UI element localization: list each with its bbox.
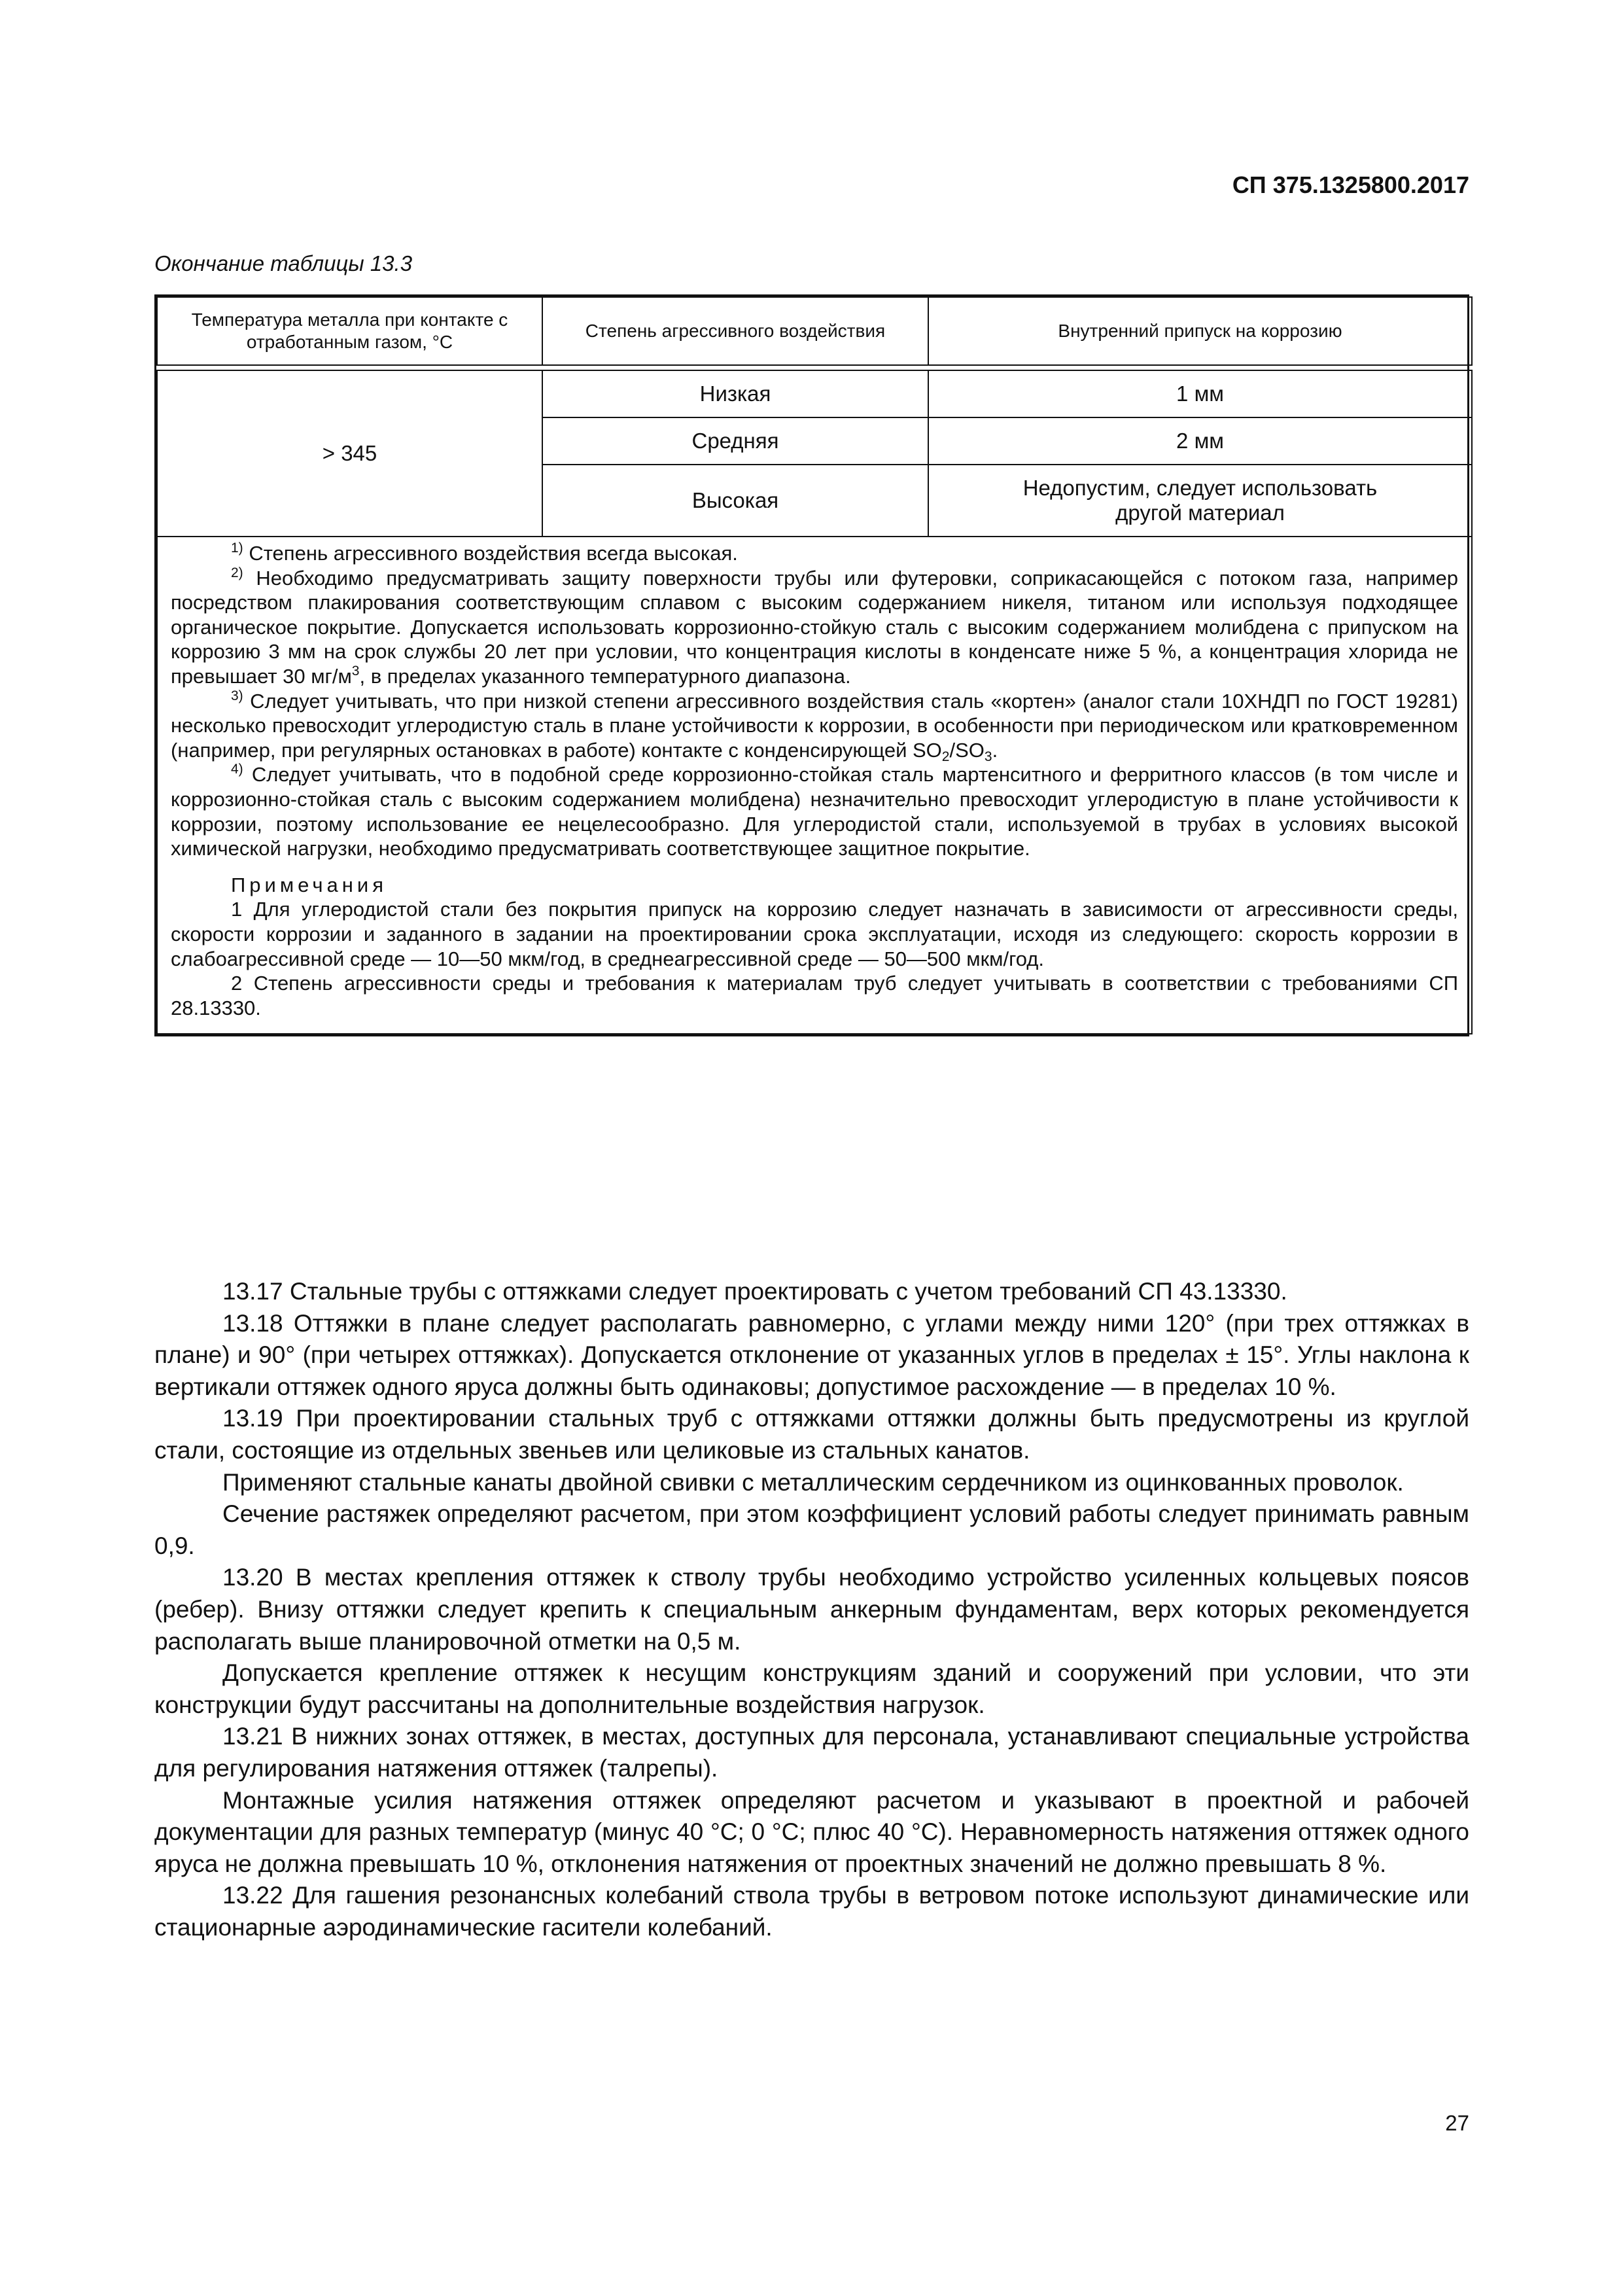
footnote-2: $^{2)}$ Необходимо предусматривать защиту поверхности трубы или футеровки, соприкасающейся с потоком газа, например посредством плакирования соответствующим сплавом с высоким содержанием никеля, титаном или используя подходящее органическое покрытие. Допускается использовать коррозионно-стойкую сталь с высоким содержанием молибдена с припуском на коррозию 3 мм на срок службы 20 лет при условии, что концентрация кислоты в конденсате ниже 5 %, а концентрация хлорида не превышает 30 $мг/м^3$, в пределах указанного температурного диапазона.	[171, 565, 1458, 688]
note-2: 2 Степень агрессивности среды и требования к материалам труб следует учитывать в соответствии с требованиями СП 28.13330.	[171, 972, 1458, 1019]
degree-cell: Низкая	[542, 370, 928, 417]
paragraph: Применяют стальные канаты двойной свивки с металлическим сердечником из оцинкованных проволок.	[222, 1468, 1404, 1496]
table-footnotes-row	[157, 537, 1472, 1034]
allowance-cell: Недопустим, следует использовать другой материал	[928, 465, 1472, 537]
allowance-cell: 2 мм	[928, 417, 1472, 465]
footnotes-cell	[157, 537, 1472, 1034]
paragraph-13-20: 13.20 В местах крепления оттяжек к стволу трубы необходимо устройство усиленных кольцевых поясов (ребер). Внизу оттяжки следует крепить к специальным анкерным фундаментам, верх которых рекомендуется располагать выше планировочной отметки на 0,5 м.	[154, 1564, 1469, 1655]
allowance-cell: 1 мм	[928, 370, 1472, 417]
footnote-4: $^{4)}$ Следует учитывать, что в подобной среде коррозионно-стойкая сталь мартенситного и ферритного классов (в том числе и коррозионно-стойкая сталь с высоким содержанием молибдена) незначительно превосходит углеродистую в плане устойчивости к коррозии, поэтому использование ее нецелесообразно. Для углеродистой стали, используемой в трубах в условиях высокой химической нагрузки, необходимо предусматривать соответствующее защитное покрытие.	[171, 762, 1458, 860]
column-header-allowance: Внутренний припуск на коррозию	[928, 297, 1472, 365]
column-header-degree: Степень агрессивного воздействия	[542, 297, 928, 365]
table-header-separator	[157, 365, 1472, 370]
paragraph-13-18: 13.18 Оттяжки в плане следует располагать равномерно, с углами между ними 120° (при трех оттяжках в плане) и 90° (при четырех оттяжках). Допускается отклонение от указанных углов в пределах ± 15°. Углы наклона к вертикали оттяжек одного яруса должны быть одинаковы; допустимое расхождение — в пределах 10 %.	[154, 1309, 1469, 1400]
paragraph-13-17: 13.17 Стальные трубы с оттяжками следует проектировать с учетом требований СП 43.13330.	[222, 1278, 1287, 1305]
body-text	[154, 1276, 1469, 1943]
degree-cell: Средняя	[542, 417, 928, 465]
paragraph: Монтажные усилия натяжения оттяжек определяют расчетом и указывают в проектной и рабочей документации для разных температур (минус 40 °С; 0 °С; плюс 40 °С). Неравномерность натяжения оттяжек одного яруса не должна превышать 10 %, отклонения натяжения от проектных значений не должно превышать 8 %.	[154, 1786, 1469, 1877]
table-row	[157, 370, 1472, 417]
paragraph: Сечение растяжек определяют расчетом, при этом коэффициент условий работы следует принимать равным 0,9.	[154, 1500, 1469, 1559]
table-caption: Окончание таблицы 13.3	[154, 251, 413, 275]
degree-cell: Высокая	[542, 465, 928, 537]
page-number: 27	[1445, 2111, 1469, 2135]
footnote-mark: 2)	[231, 565, 243, 580]
notes-heading: Примечания	[231, 873, 387, 896]
paragraph-13-19: 13.19 При проектировании стальных труб с оттяжками оттяжки должны быть предусмотрены из круглой стали, состоящие из отдельных звеньев или целиковые из стальных канатов.	[154, 1405, 1469, 1464]
note-1: 1 Для углеродистой стали без покрытия припуск на коррозию следует назначать в зависимости от агрессивности среды, скорости коррозии и заданного в задании на проектировании срока эксплуатации, исходя из следующего: скорость коррозии в слабоагрессивной среде — 10—50 мкм/год, в среднеагрессивной среде — 50—500 мкм/год.	[171, 898, 1458, 970]
temperature-cell: > 345	[157, 370, 542, 537]
document-code: СП 375.1325800.2017	[1232, 171, 1469, 198]
paragraph: Допускается крепление оттяжек к несущим конструкциям зданий и сооружений при условии, что эти конструкции будут рассчитаны на дополнительные воздействия нагрузок.	[154, 1659, 1469, 1718]
paragraph-13-21: 13.21 В нижних зонах оттяжек, в местах, доступных для персонала, устанавливают специальные устройства для регулирования натяжения оттяжек (талрепы).	[154, 1723, 1469, 1782]
corrosion-allowance-table	[154, 294, 1469, 1036]
footnote-mark: 1)	[231, 540, 243, 556]
footnote-3: $^{3)}$ Следует учитывать, что при низкой степени агрессивного воздействия сталь «кортен» (аналог стали 10ХНДП по ГОСТ 19281) несколько превосходит углеродистую сталь в плане устойчивости к коррозии, в особенности при периодическом или кратковременном (например, при регулярных остановках в работе) контакте с конденсирующей $SO_2/SO_3$.	[171, 688, 1458, 764]
table-header-row	[157, 297, 1472, 365]
column-header-temperature: Температура металла при контакте с отработанным газом, °С	[157, 297, 542, 365]
footnote-mark: 4)	[231, 762, 243, 777]
footnote-1: $^{1)}$ Степень агрессивного воздействия всегда высокая.	[231, 540, 738, 565]
footnote-mark: 3)	[231, 688, 243, 703]
paragraph-13-22: 13.22 Для гашения резонансных колебаний ствола трубы в ветровом потоке используют динамические или стационарные аэродинамические гасители колебаний.	[154, 1882, 1469, 1941]
